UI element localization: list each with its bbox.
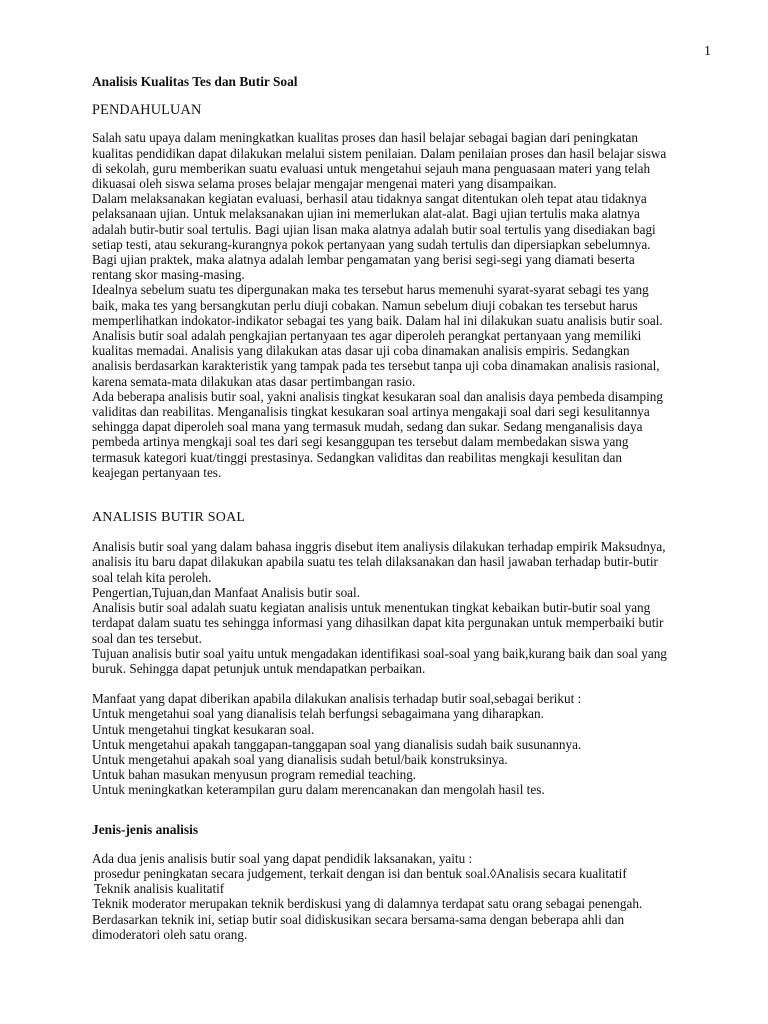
section-analisis-text [92,539,722,676]
section-heading-jenis-analisis: Jenis-jenis analisis [92,821,199,837]
text-line: Dalam melaksanakan kegiatan evaluasi, berhasil atau tidaknya sangat ditentukan oleh tepat atau tidaknya [92,191,647,207]
section-jenis-text [92,851,722,942]
list-item: Untuk meningkatkan keterampilan guru dalam merencanakan dan mengolah hasil tes. [92,782,545,798]
list-item: Untuk mengetahui apakah soal yang dianalisis sudah betul/baik konstruksinya. [92,751,508,767]
list-item: Untuk mengetahui tingkat kesukaran soal. [92,721,315,737]
text-line: Analisis butir soal adalah suatu kegiatan analisis untuk menentukan tingkat kebaikan butir-butir soal yang [92,600,651,616]
section-heading-pendahuluan: PENDAHULUAN [92,102,202,119]
text-line: kualitas pendidikan dapat dilakukan melalui sistem penilaian. Dalam penilaian proses dan hasil belajar siswa [92,145,667,161]
text-line: karena semata-mata dilakukan atas dasar pertimbangan rasio. [92,373,416,389]
section-pendahuluan-text [92,130,722,480]
text-line: Bagi ujian praktek, maka alatnya adalah lembar pengamatan yang berisi segi-segi yang diamati beserta [92,252,635,268]
text-line: Idealnya sebelum suatu tes dipergunakan maka tes tersebut harus memenuhi syarat-syarat sebagi tes yang [92,282,649,298]
section-heading-analisis-butir-soal: ANALISIS BUTIR SOAL [92,510,246,526]
text-line: Salah satu upaya dalam meningkatkan kualitas proses dan hasil belajar sebagai bagian dari peningkatan [92,130,638,146]
text-line: Pengertian,Tujuan,dan Manfaat Analisis butir soal. [92,584,360,600]
text-line: dikuasai oleh siswa selama proses belajar mengajar mengenai materi yang disampaikan. [92,176,557,192]
list-item: Untuk mengetahui apakah tanggapan-tanggapan soal yang dianalisis sudah baik susunannya. [92,736,582,752]
text-line: termasuk kategori kuat/tinggi prestasinya. Sedangkan validitas dan reabilitas mengkaji kesulitan dan [92,449,622,465]
list-item: Untuk mengetahui soal yang dianalisis telah berfungsi sebagaimana yang diharapkan. [92,706,544,722]
text-line: Ada beberapa analisis butir soal, yakni analisis tingkat kesukaran soal dan analisis daya pembeda disamping [92,388,663,404]
text-line: dimoderatori oleh satu orang. [92,926,248,942]
text-line: kualitas memadai. Analisis yang dilakukan atas dasar uji coba dinamakan analisis empiris. Sedangkan [92,343,630,359]
text-line: baik, maka tes yang bersangkutan perlu diuji cobakan. Namun sebelum diuji cobakan tes tersebut harus [92,297,638,313]
text-line: validitas dan reabilitas. Menganalisis tingkat kesukaran soal artinya mengakaji soal dari segi kesulitannya [92,404,650,420]
text-line: Manfaat yang dapat diberikan apabila dilakukan analisis terhadap butir soal,sebagai berikut : [92,691,582,707]
text-line: Teknik analisis kualitatif [94,881,225,897]
text-line: pelaksanaan ujian. Untuk melaksanakan ujian ini memerlukan alat-alat. Bagi ujian tertulis maka alatnya [92,206,640,222]
text-line: sehingga dapat diperoleh soal mana yang termasuk mudah, sedang dan sukar. Sedang menganalisis daya [92,419,643,435]
text-line: di sekolah, guru memberikan suatu evaluasi untuk mengetahui sejauh mana penguasaan materi yang telah [92,160,651,176]
text-line: prosedur peningkatan secara judgement, terkait dengan isi dan bentuk soal.◊Analisis secara kualitatif [94,865,627,881]
document-body [92,74,722,942]
text-line: Berdasarkan teknik ini, setiap butir soal didiskusikan secara bersama-sama dengan beberapa ahli dan [92,911,625,927]
document-title: Analisis Kualitas Tes dan Butir Soal [92,74,298,89]
text-line: analisis itu baru dapat dilakukan apabila suatu tes telah dilaksanakan dan hasil jawaban terhadap butir-butir [92,554,658,570]
text-line: setiap testi, atau sekurang-kurangnya pokok pertanyaan yang sudah tertulis dan dipersiapkan sebelumnya. [92,236,651,252]
text-line: buruk. Sehingga dapat petunjuk untuk mendapatkan perbaikan. [92,660,426,676]
text-line: Teknik moderator merupakan teknik berdiskusi yang di dalamnya terdapat satu orang sebagai penengah. [92,896,643,912]
list-item: Untuk bahan masukan menyusun program remedial teaching. [92,767,417,783]
text-line: rentang skor masing-masing. [92,267,245,283]
text-line: terdapat dalam suatu tes sehingga informasi yang dihasilkan dapat kita pergunakan untuk memperbaiki butir [92,615,664,631]
manfaat-list [92,691,722,797]
text-line: memperlihatkan indokator-indikator sebagai tes yang baik. Dalam hal ini dilakukan suatu analisis butir soal. [92,312,663,328]
text-line: Tujuan analisis butir soal yaitu untuk mengadakan identifikasi soal-soal yang baik,kurang baik dan soal yang [92,645,667,661]
text-line: Analisis butir soal yang dalam bahasa inggris disebut item analiysis dilakukan terhadap empirik Maksudnya, [92,539,666,555]
text-line: analisis berdasarkan karakteristik yang tampak pada tes tersebut tanpa uji coba dinamakan analisis rasional, [92,358,660,374]
page-number: 1 [704,44,711,59]
text-line: pembeda artinya mengkaji soal tes dari segi kesanggupan tes tersebut dalam membedakan siswa yang [92,434,629,450]
text-line: Ada dua jenis analisis butir soal yang dapat pendidik laksanakan, yaitu : [92,850,473,866]
text-line: soal dan tes tersebut. [92,630,202,646]
text-line: soal telah kita peroleh. [92,569,212,585]
text-line: Analisis butir soal adalah pengkajian pertanyaan tes agar diperoleh perangkat pertanyaan yang memiliki [92,328,642,344]
text-line: adalah butir-butir soal tertulis. Bagi ujian lisan maka alatnya adalah butir soal tertulis yang disediakan bagi [92,221,656,237]
text-line: keajegan pertanyaan tes. [92,464,222,480]
